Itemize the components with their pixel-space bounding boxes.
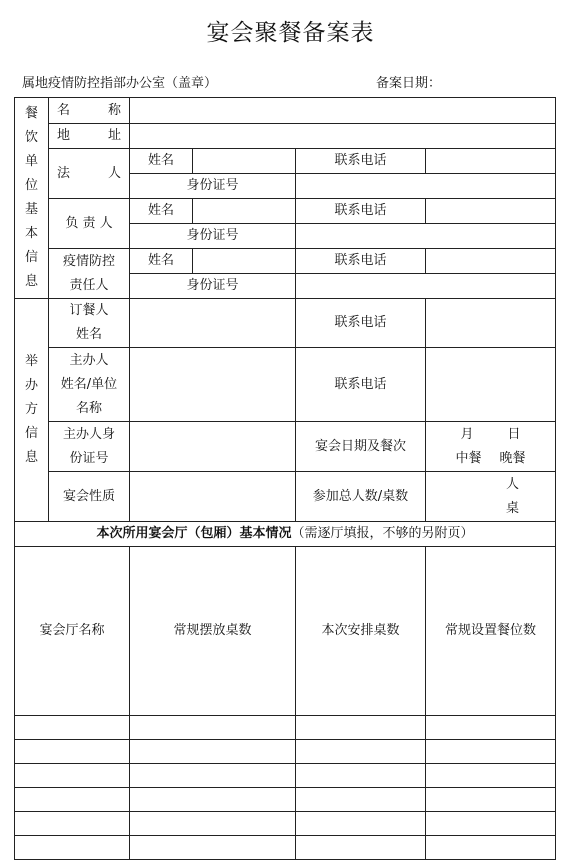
regular-seats-cell[interactable] bbox=[426, 836, 556, 860]
banquet-nature-field[interactable] bbox=[130, 472, 296, 522]
regular-seats-cell[interactable] bbox=[426, 764, 556, 788]
hall-name-cell[interactable] bbox=[15, 740, 130, 764]
epidemic-phone-field[interactable] bbox=[426, 249, 556, 274]
hall-row bbox=[15, 716, 556, 740]
registration-form-table bbox=[14, 97, 556, 860]
manager-label: 负 责 人 bbox=[49, 199, 130, 249]
hall-name-cell[interactable] bbox=[15, 716, 130, 740]
banquet-date-meal-field[interactable] bbox=[426, 422, 556, 472]
hall-row bbox=[15, 764, 556, 788]
orderer-name-label: 订餐人 姓名 bbox=[49, 299, 130, 348]
tables-unit: 桌 bbox=[506, 500, 520, 516]
lunch-label: 中餐 bbox=[455, 450, 482, 466]
planned-tables-cell[interactable] bbox=[296, 764, 426, 788]
epidemic-name-field[interactable] bbox=[193, 249, 296, 274]
planned-tables-cell[interactable] bbox=[296, 812, 426, 836]
manager-id-field[interactable] bbox=[296, 224, 556, 249]
hall-name-cell[interactable] bbox=[15, 764, 130, 788]
host-phone-label: 联系电话 bbox=[296, 348, 426, 422]
host-phone-field[interactable] bbox=[426, 348, 556, 422]
form-title: 宴会聚餐备案表 bbox=[206, 20, 375, 46]
host-name-label: 主办人 姓名/单位 名称 bbox=[49, 348, 130, 422]
regular-seats-cell[interactable] bbox=[426, 812, 556, 836]
hall-name-cell[interactable] bbox=[15, 812, 130, 836]
legal-phone-label: 联系电话 bbox=[296, 149, 426, 174]
manager-name-label: 姓名 bbox=[130, 199, 193, 224]
manager-phone-field[interactable] bbox=[426, 199, 556, 224]
hall-row bbox=[15, 740, 556, 764]
epidemic-officer-label: 疫情防控 责任人 bbox=[49, 249, 130, 299]
orderer-phone-label: 联系电话 bbox=[296, 299, 426, 348]
catering-unit-section-label: 餐 饮 单 位 基 本 信 息 bbox=[15, 98, 49, 299]
hall-section-heading: 本次所用宴会厅（包厢）基本情况（需逐厅填报，不够的另附页） bbox=[15, 522, 556, 547]
planned-tables-cell[interactable] bbox=[296, 716, 426, 740]
unit-address-field[interactable] bbox=[130, 124, 556, 149]
epidemic-name-label: 姓名 bbox=[130, 249, 193, 274]
orderer-phone-field[interactable] bbox=[426, 299, 556, 348]
epidemic-phone-label: 联系电话 bbox=[296, 249, 426, 274]
regular-seats-header: 常规设置餐位数 bbox=[426, 547, 556, 716]
total-people-label: 参加总人数/桌数 bbox=[296, 472, 426, 522]
banquet-nature-label: 宴会性质 bbox=[49, 472, 130, 522]
host-name-field[interactable] bbox=[130, 348, 296, 422]
legal-id-label: 身份证号 bbox=[130, 174, 296, 199]
unit-address-label: 地 址 bbox=[49, 124, 130, 149]
record-date-label: 备案日期： bbox=[376, 76, 442, 91]
banquet-date-meal-label: 宴会日期及餐次 bbox=[296, 422, 426, 472]
planned-tables-cell[interactable] bbox=[296, 836, 426, 860]
manager-phone-label: 联系电话 bbox=[296, 199, 426, 224]
unit-name-field[interactable] bbox=[130, 98, 556, 124]
manager-id-label: 身份证号 bbox=[130, 224, 296, 249]
regular-tables-cell[interactable] bbox=[130, 812, 296, 836]
regular-tables-cell[interactable] bbox=[130, 836, 296, 860]
day-label: 日 bbox=[507, 426, 521, 442]
unit-name-label: 名 称 bbox=[49, 98, 130, 124]
regular-seats-cell[interactable] bbox=[426, 788, 556, 812]
hall-name-header: 宴会厅名称 bbox=[15, 547, 130, 716]
planned-tables-cell[interactable] bbox=[296, 788, 426, 812]
legal-person-label: 法 人 bbox=[49, 149, 130, 199]
regular-seats-cell[interactable] bbox=[426, 716, 556, 740]
hall-row bbox=[15, 836, 556, 860]
dinner-label: 晚餐 bbox=[499, 450, 526, 466]
epidemic-id-field[interactable] bbox=[296, 274, 556, 299]
hall-row bbox=[15, 788, 556, 812]
legal-name-label: 姓名 bbox=[130, 149, 193, 174]
total-people-field[interactable] bbox=[426, 472, 556, 522]
regular-tables-cell[interactable] bbox=[130, 788, 296, 812]
hall-name-cell[interactable] bbox=[15, 788, 130, 812]
regular-seats-cell[interactable] bbox=[426, 740, 556, 764]
hall-row bbox=[15, 812, 556, 836]
legal-phone-field[interactable] bbox=[426, 149, 556, 174]
manager-name-field[interactable] bbox=[193, 199, 296, 224]
regular-tables-cell[interactable] bbox=[130, 740, 296, 764]
regular-tables-header: 常规摆放桌数 bbox=[130, 547, 296, 716]
hall-name-cell[interactable] bbox=[15, 836, 130, 860]
office-seal-label: 属地疫情防控指部办公室（盖章） bbox=[22, 76, 218, 91]
epidemic-id-label: 身份证号 bbox=[130, 274, 296, 299]
host-section-label: 举 办 方 信 息 bbox=[15, 299, 49, 522]
people-unit: 人 bbox=[506, 476, 520, 492]
legal-name-field[interactable] bbox=[193, 149, 296, 174]
host-id-label: 主办人身 份证号 bbox=[49, 422, 130, 472]
regular-tables-cell[interactable] bbox=[130, 716, 296, 740]
planned-tables-header: 本次安排桌数 bbox=[296, 547, 426, 716]
host-id-field[interactable] bbox=[130, 422, 296, 472]
planned-tables-cell[interactable] bbox=[296, 740, 426, 764]
regular-tables-cell[interactable] bbox=[130, 764, 296, 788]
legal-id-field[interactable] bbox=[296, 174, 556, 199]
orderer-name-field[interactable] bbox=[130, 299, 296, 348]
month-label: 月 bbox=[460, 426, 474, 442]
